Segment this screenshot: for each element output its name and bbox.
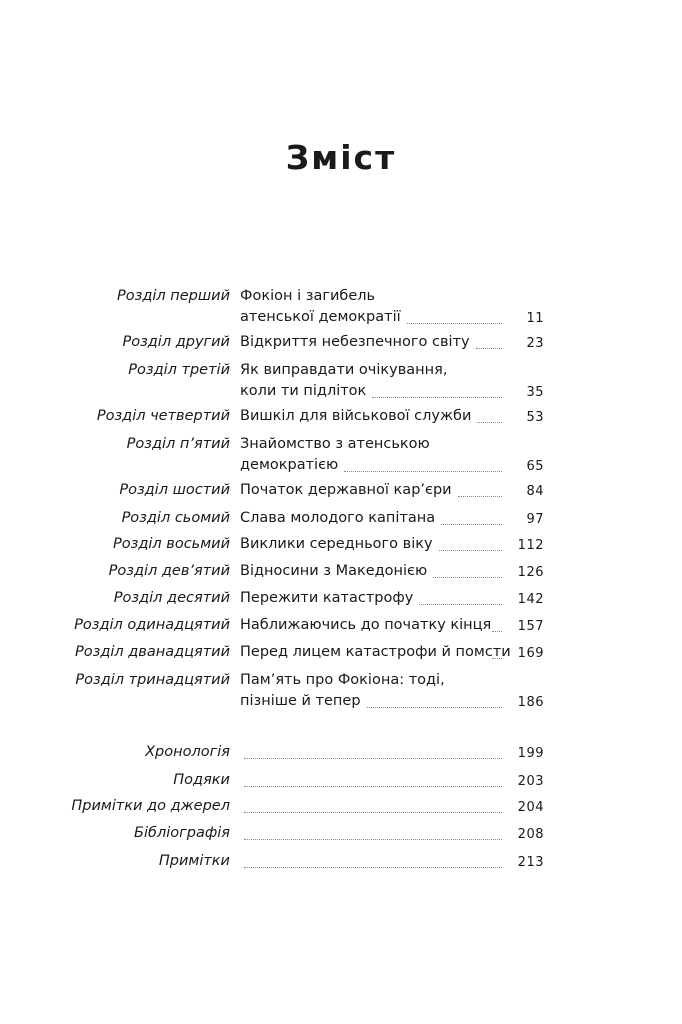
page-number: 157 bbox=[517, 619, 544, 634]
chapter-title-line-1: Перед лицем катастрофи й помсти bbox=[240, 644, 511, 660]
chapter-label: Розділ шостий bbox=[119, 482, 230, 498]
toc-backmatter-entry[interactable] bbox=[0, 853, 682, 877]
chapter-title-line-1: Знайомство з атенською bbox=[240, 436, 430, 452]
dot-leader bbox=[372, 397, 502, 398]
page-number: 142 bbox=[517, 592, 544, 607]
toc-chapter-entry[interactable] bbox=[0, 334, 682, 358]
dot-leader bbox=[441, 524, 502, 525]
dot-leader bbox=[367, 707, 502, 708]
chapter-title-line-1: Наближаючись до початку кінця bbox=[240, 617, 492, 633]
section-label: Примітки bbox=[158, 853, 230, 869]
dot-leader bbox=[476, 348, 502, 349]
toc-chapter-entry[interactable] bbox=[0, 563, 682, 587]
chapter-label: Розділ перший bbox=[117, 288, 230, 304]
toc-chapter-entry[interactable] bbox=[0, 536, 682, 560]
page-number: 213 bbox=[517, 855, 544, 870]
page-number: 84 bbox=[526, 484, 544, 499]
chapter-label: Розділ п’ятий bbox=[126, 436, 230, 452]
chapter-label: Розділ другий bbox=[122, 334, 230, 350]
dot-leader bbox=[419, 604, 502, 605]
chapter-label: Розділ одинадцятий bbox=[74, 617, 230, 633]
dot-leader bbox=[244, 867, 502, 868]
dot-leader bbox=[344, 471, 502, 472]
section-label: Бібліографія bbox=[134, 825, 230, 841]
page-number: 204 bbox=[517, 800, 544, 815]
toc-chapter-entry[interactable] bbox=[0, 408, 682, 432]
chapter-title-line-1: Слава молодого капітана bbox=[240, 510, 436, 526]
dot-leader bbox=[492, 658, 502, 659]
dot-leader bbox=[244, 839, 502, 840]
toc-chapter-entry[interactable] bbox=[0, 510, 682, 534]
chapter-title-line-2: атенської демократії bbox=[240, 309, 401, 325]
dot-leader bbox=[244, 812, 502, 813]
page-number: 65 bbox=[526, 459, 544, 474]
toc-chapter-entry[interactable] bbox=[0, 644, 682, 668]
chapter-title-line-1: Фокіон і загибель bbox=[240, 288, 376, 304]
chapter-title-line-1: Пережити катастрофу bbox=[240, 590, 414, 606]
chapter-label: Розділ сьомий bbox=[121, 510, 230, 526]
chapter-label: Розділ восьмий bbox=[113, 536, 230, 552]
page-number: 169 bbox=[517, 646, 544, 661]
section-label: Примітки до джерел bbox=[71, 798, 230, 814]
page-number: 11 bbox=[526, 311, 544, 326]
chapter-label: Розділ десятий bbox=[113, 590, 230, 606]
dot-leader bbox=[439, 550, 502, 551]
page-number: 97 bbox=[526, 512, 544, 527]
toc-chapter-entry[interactable] bbox=[0, 482, 682, 506]
chapter-label: Розділ дванадцятий bbox=[75, 644, 230, 660]
page-number: 186 bbox=[517, 695, 544, 710]
toc-backmatter-entry[interactable] bbox=[0, 772, 682, 796]
chapter-title-line-2: коли ти підліток bbox=[240, 383, 367, 399]
chapter-title-line-1: Виклики середнього віку bbox=[240, 536, 433, 552]
toc-chapter-entry[interactable] bbox=[0, 362, 682, 400]
dot-leader bbox=[477, 422, 502, 423]
dot-leader bbox=[244, 758, 502, 759]
toc-chapter-entry[interactable] bbox=[0, 672, 682, 710]
chapter-title-line-1: Початок державної кар’єри bbox=[240, 482, 452, 498]
page-title: Зміст bbox=[285, 138, 397, 177]
chapter-title-line-1: Відкриття небезпечного світу bbox=[240, 334, 470, 350]
dot-leader bbox=[492, 631, 502, 632]
toc-chapter-entry[interactable] bbox=[0, 436, 682, 474]
dot-leader bbox=[433, 577, 502, 578]
toc-backmatter-entry[interactable] bbox=[0, 798, 682, 822]
page-number: 126 bbox=[517, 565, 544, 580]
toc-backmatter-entry[interactable] bbox=[0, 744, 682, 768]
dot-leader bbox=[244, 786, 502, 787]
toc-chapter-entry[interactable] bbox=[0, 617, 682, 641]
page-number: 53 bbox=[526, 410, 544, 425]
page-number: 203 bbox=[517, 774, 544, 789]
chapter-title-line-1: Як виправдати очікування, bbox=[240, 362, 448, 378]
page-number: 199 bbox=[517, 746, 544, 761]
chapter-label: Розділ четвертий bbox=[96, 408, 230, 424]
chapter-title-line-1: Відносини з Македонією bbox=[240, 563, 428, 579]
chapter-label: Розділ дев’ятий bbox=[108, 563, 230, 579]
toc-chapter-entry[interactable] bbox=[0, 288, 682, 326]
section-label: Хронологія bbox=[145, 744, 230, 760]
chapter-label: Розділ третій bbox=[128, 362, 230, 378]
chapter-title-line-2: демократією bbox=[240, 457, 339, 473]
section-label: Подяки bbox=[173, 772, 230, 788]
dot-leader bbox=[458, 496, 502, 497]
page-number: 35 bbox=[526, 385, 544, 400]
chapter-title-line-2: пізніше й тепер bbox=[240, 693, 361, 709]
chapter-title-line-1: Пам’ять про Фокіона: тоді, bbox=[240, 672, 445, 688]
page-number: 23 bbox=[526, 336, 544, 351]
page-number: 208 bbox=[517, 827, 544, 842]
dot-leader bbox=[407, 323, 502, 324]
page-number: 112 bbox=[517, 538, 544, 553]
toc-chapter-entry[interactable] bbox=[0, 590, 682, 614]
chapter-title-line-1: Вишкіл для військової служби bbox=[240, 408, 472, 424]
toc-backmatter-entry[interactable] bbox=[0, 825, 682, 849]
chapter-label: Розділ тринадцятий bbox=[75, 672, 230, 688]
